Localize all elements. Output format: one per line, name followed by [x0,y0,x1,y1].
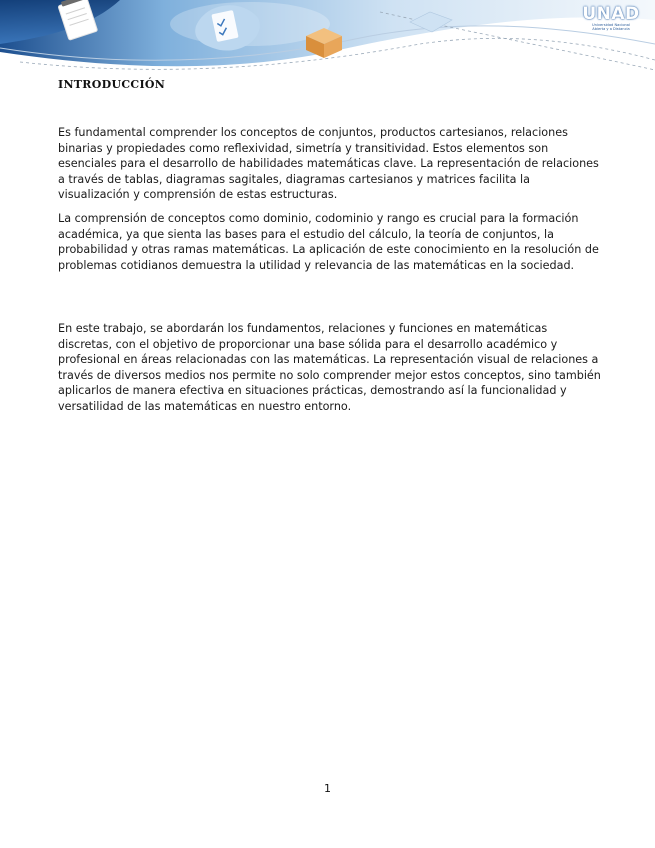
logo-subtitle: Universidad Nacional Abierta y a Distancia [591,23,631,32]
header-banner [0,0,655,80]
paragraph-1: Es fundamental comprender los conceptos de conjuntos, productos cartesianos, relaciones binarias y propiedades como reflexividad, simetría y transitividad. Estos elementos son esenciales para el desarrollo de habilidades matemáticas clave. La representación de relaciones a través de tablas, diagramas sagitales, diagramas cartesianos y matrices facilita la visualización y comprensión de estas estructuras. [58,126,599,202]
unad-logo [575,4,647,36]
paragraph-2: La comprensión de conceptos como dominio, codominio y rango es crucial para la formación académica, ya que sienta las bases para el estudio del cálculo, la teoría de conjuntos, la probabilidad y otras ramas matemáticas. La aplicación de este conocimiento en la resolución de problemas cotidianos demuestra la utilidad y relevancia de las matemáticas en la sociedad. [58,212,599,272]
page-number: 1 [324,782,331,795]
page-title: INTRODUCCIÓN [58,78,166,91]
paragraph-3: En este trabajo, se abordarán los fundamentos, relaciones y funciones en matemáticas discretas, con el objetivo de proporcionar una base sólida para el desarrollo académico y profesional en áreas relacionadas con las matemáticas. La representación visual de relaciones a través de diversos medios nos permite no solo comprender mejor estos conceptos, sino también aplicarlos de manera efectiva en situaciones prácticas, demostrando así la funcionalidad y versatilidad de las matemáticas en nuestro entorno. [58,322,601,413]
logo-text: UNAD [582,4,640,24]
